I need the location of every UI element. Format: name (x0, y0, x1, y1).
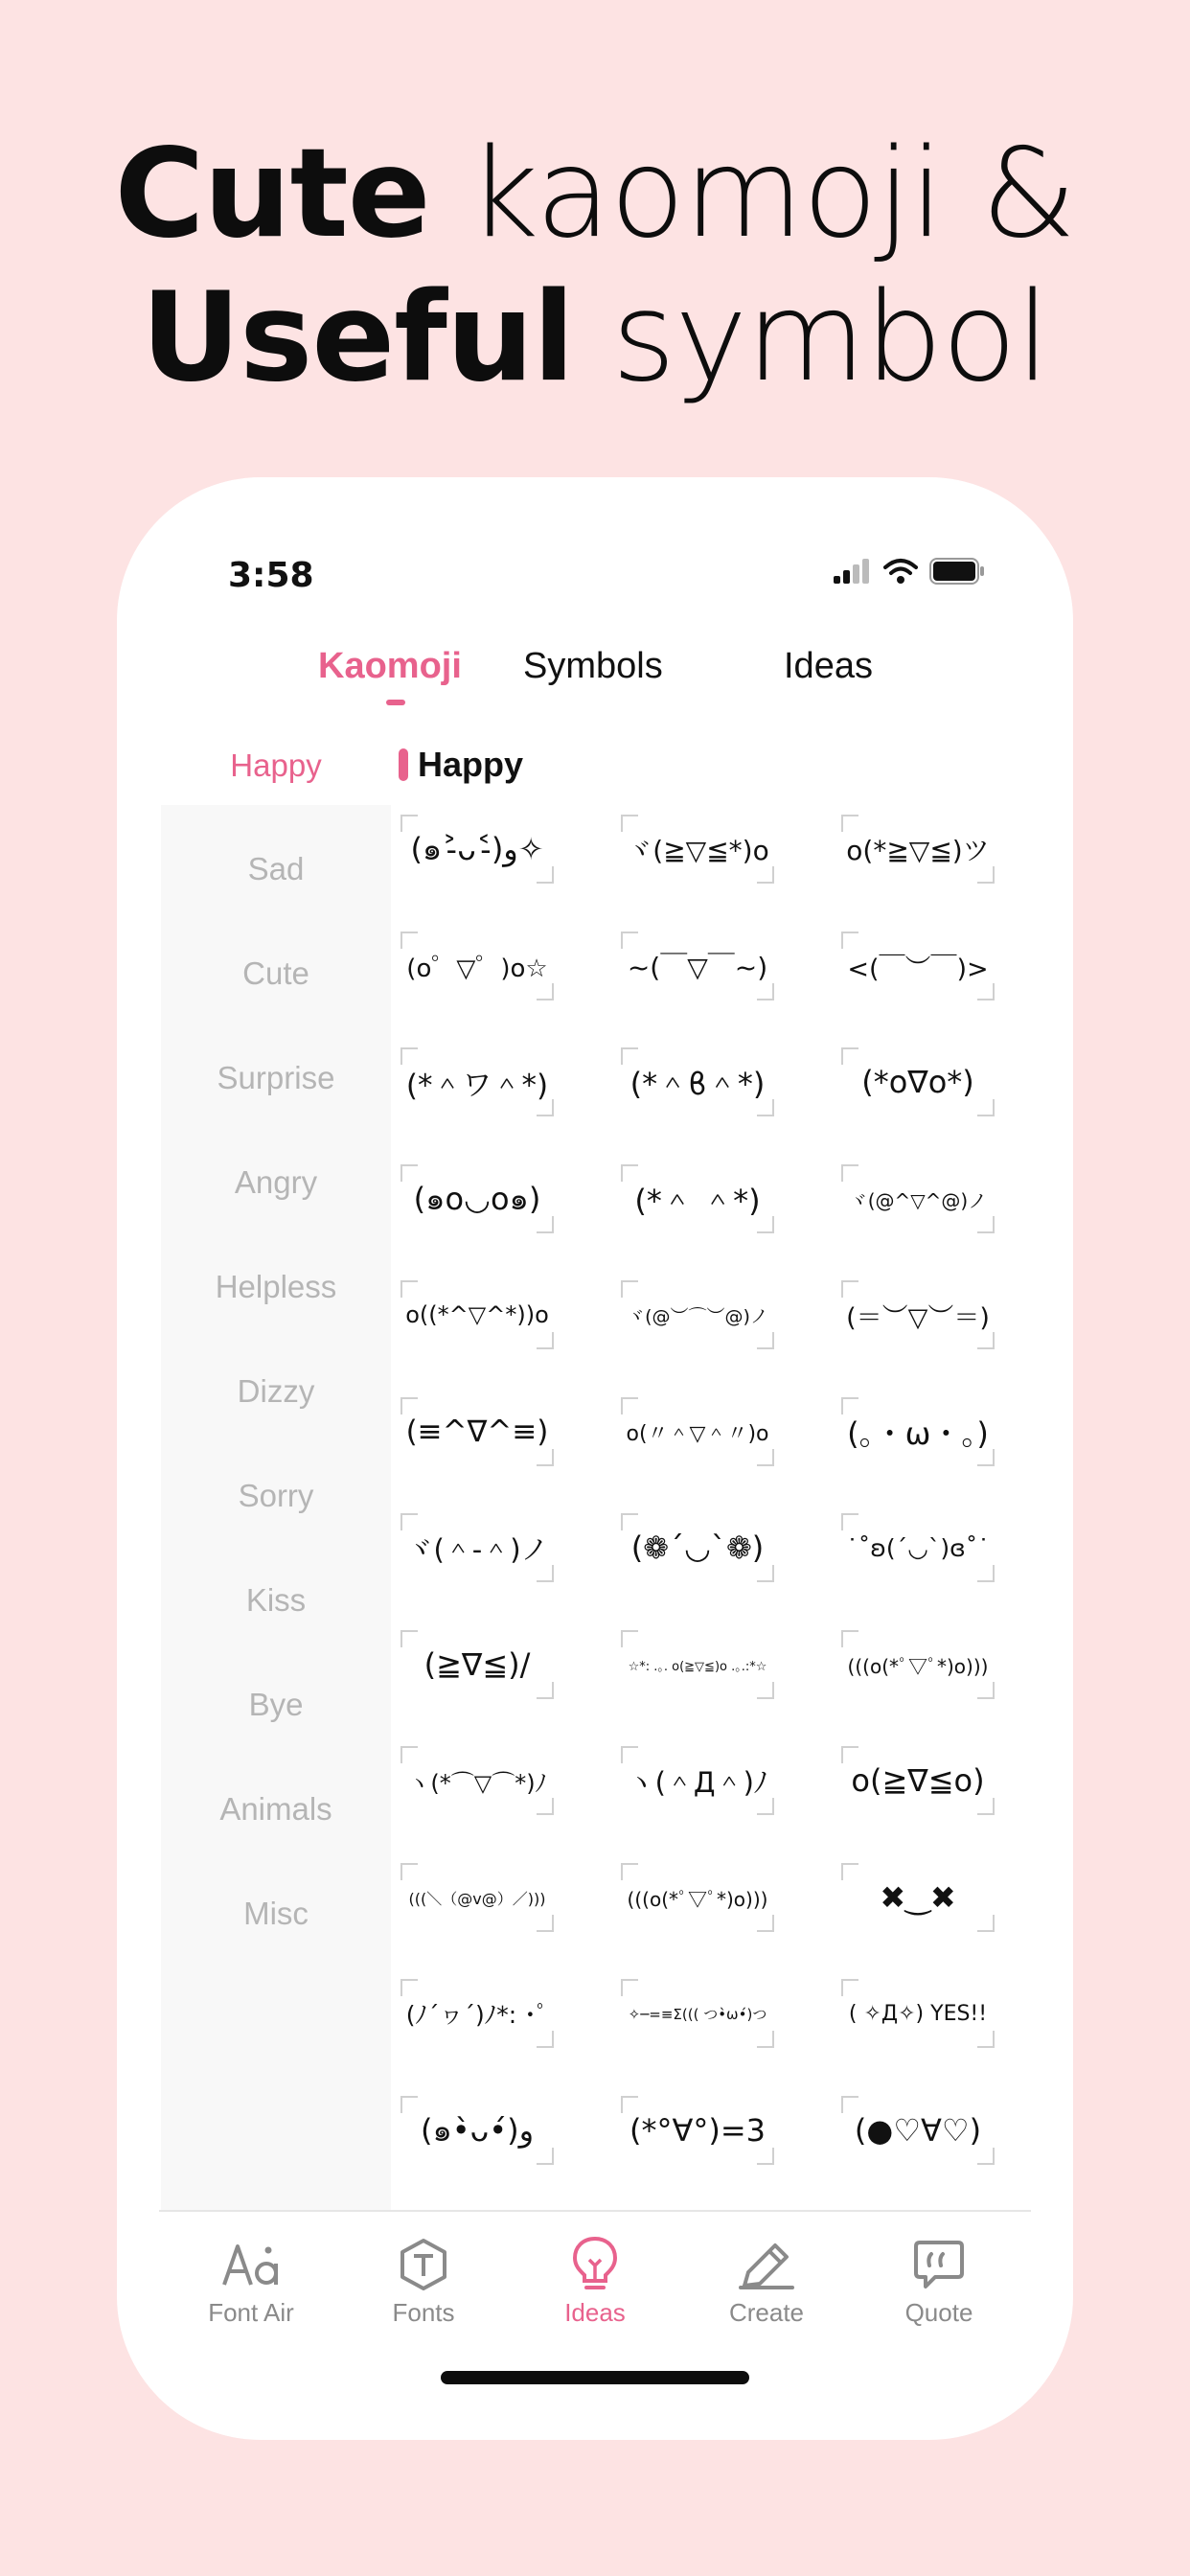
phone-frame (117, 477, 1073, 2440)
cell-corner (757, 1915, 774, 1932)
kaomoji-item[interactable] (400, 1630, 554, 1699)
battery-icon (929, 558, 985, 585)
status-time: 3:58 (228, 556, 314, 595)
nav-font-air[interactable] (174, 2231, 328, 2328)
kaomoji-item[interactable] (400, 1047, 554, 1116)
kaomoji-item[interactable] (841, 1513, 995, 1582)
cell-corner (757, 1332, 774, 1349)
kaomoji-text: ~(￣▽￣~) (627, 952, 768, 983)
cell-corner (400, 932, 418, 949)
kaomoji-text: (≡^∇^≡) (405, 1414, 549, 1449)
cell-corner (841, 932, 858, 949)
category-misc[interactable]: Misc (243, 1896, 309, 1931)
cell-corner (400, 1630, 418, 1647)
kaomoji-item[interactable] (400, 1863, 554, 1932)
kaomoji-item[interactable] (400, 2096, 554, 2165)
kaomoji-item[interactable] (621, 1280, 774, 1349)
cell-corner (977, 1332, 995, 1349)
top-tabs (117, 646, 1073, 713)
kaomoji-item[interactable] (841, 932, 995, 1000)
kaomoji-item[interactable] (841, 1863, 995, 1932)
kaomoji-item[interactable] (841, 1397, 995, 1466)
kaomoji-text: (((o(*ﾟ▽ﾟ*)o))) (847, 1654, 989, 1678)
kaomoji-item[interactable] (841, 2096, 995, 2165)
category-sorry[interactable]: Sorry (238, 1478, 314, 1513)
headline-light-2: symbol (573, 266, 1049, 409)
cell-corner (537, 1915, 554, 1932)
cell-corner (841, 1513, 858, 1530)
category-sidebar (161, 805, 391, 2212)
kaomoji-text: (๑˃̵ᴗ˂̵)و✧ (410, 830, 544, 867)
cell-corner (400, 2096, 418, 2113)
kaomoji-text: ヽ(＾Д＾)ﾉ (627, 1765, 768, 1799)
kaomoji-item[interactable] (841, 1280, 995, 1349)
cell-corner (841, 1863, 858, 1880)
section-accent-bar (399, 748, 408, 781)
kaomoji-item[interactable] (400, 1280, 554, 1349)
kaomoji-text: ヾ(@︶⌒︶@)ノ (627, 1305, 768, 1327)
cell-corner (757, 2148, 774, 2165)
pen-create-icon (737, 2238, 796, 2291)
cell-corner (621, 1979, 638, 1996)
kaomoji-text: o(*≧▽≦)ツ (846, 835, 990, 866)
section-title: Happy (418, 745, 524, 784)
cell-corner (757, 866, 774, 884)
kaomoji-item[interactable] (841, 815, 995, 884)
kaomoji-text: (((＼（@v@）／))) (408, 1889, 546, 1908)
cell-corner (841, 1630, 858, 1647)
cell-corner (841, 1280, 858, 1298)
cell-corner (977, 866, 995, 884)
cell-corner (977, 1915, 995, 1932)
cell-corner (537, 1798, 554, 1815)
cell-corner (621, 1863, 638, 1880)
category-dizzy[interactable]: Dizzy (237, 1373, 315, 1409)
kaomoji-item[interactable] (621, 815, 774, 884)
category-bye[interactable]: Bye (248, 1687, 304, 1722)
kaomoji-item[interactable] (400, 1397, 554, 1466)
cell-corner (757, 983, 774, 1000)
cell-corner (400, 1397, 418, 1414)
kaomoji-text: ヾ(≧▽≦*)o (626, 835, 769, 866)
cell-corner (977, 1099, 995, 1116)
kaomoji-text: (*＾ ＾*) (634, 1183, 761, 1219)
fonts-icon (397, 2238, 450, 2291)
kaomoji-item[interactable] (400, 932, 554, 1000)
headline (0, 123, 1190, 410)
cell-corner (537, 1565, 554, 1582)
tab-symbols[interactable]: Symbols (523, 646, 663, 686)
tab-ideas[interactable]: Ideas (784, 646, 873, 686)
kaomoji-text: ☆*: .｡. o(≧▽≦)o .｡.:*☆ (628, 1659, 767, 1674)
kaomoji-grid (400, 815, 1052, 2212)
active-tab-indicator (386, 700, 405, 705)
category-happy[interactable]: Happy (230, 748, 322, 783)
cell-corner (977, 983, 995, 1000)
cell-corner (841, 2096, 858, 2113)
cell-corner (537, 2031, 554, 2048)
kaomoji-text: ✖‿✖ (880, 1879, 956, 1916)
cell-corner (757, 1682, 774, 1699)
kaomoji-text: ✧─=≡Σ((( つ•̀ω•́)つ (628, 2005, 767, 2023)
kaomoji-item[interactable] (841, 1630, 995, 1699)
kaomoji-text: (。・ω・。) (847, 1415, 989, 1452)
cell-corner (400, 1979, 418, 1996)
kaomoji-text: (❁´◡`❁) (630, 1530, 765, 1566)
cell-corner (400, 1280, 418, 1298)
cell-corner (841, 1746, 858, 1763)
status-bar (117, 477, 1073, 595)
kaomoji-text: (＝︶▽︶＝) (846, 1302, 990, 1333)
kaomoji-item[interactable] (621, 1746, 774, 1815)
kaomoji-item[interactable] (621, 1397, 774, 1466)
kaomoji-text: (((o(*ﾟ▽ﾟ*)o))) (627, 1887, 768, 1911)
section-header (399, 744, 523, 786)
kaomoji-text: ( ✧Д✧) YES!! (848, 2001, 988, 2026)
nav-ideas[interactable] (518, 2231, 672, 2328)
cell-corner (757, 2031, 774, 2048)
kaomoji-item[interactable] (841, 1746, 995, 1815)
nav-create[interactable] (690, 2231, 843, 2328)
font-air-icon (220, 2241, 282, 2288)
kaomoji-text: <(￣︶￣)> (847, 954, 989, 984)
cell-corner (977, 1216, 995, 1233)
kaomoji-text: ヾ(＾-＾)ノ (405, 1532, 549, 1566)
headline-light-1: kaomoji & (429, 123, 1076, 265)
cell-corner (977, 2031, 995, 2048)
kaomoji-item[interactable] (621, 1513, 774, 1582)
kaomoji-item[interactable] (841, 1979, 995, 2048)
nav-quote[interactable] (862, 2231, 1016, 2328)
kaomoji-text: o(≧∇≦o) (851, 1762, 985, 1799)
cell-corner (977, 1682, 995, 1699)
cell-corner (621, 1397, 638, 1414)
kaomoji-item[interactable] (621, 1979, 774, 2048)
cell-corner (621, 1513, 638, 1530)
kaomoji-text: ˙˚ʚ(´◡`)ɞ˚˙ (846, 1533, 990, 1562)
cell-corner (537, 1682, 554, 1699)
kaomoji-item[interactable] (621, 932, 774, 1000)
cell-corner (400, 1746, 418, 1763)
tab-kaomoji[interactable]: Kaomoji (318, 646, 462, 686)
category-sad[interactable]: Sad (247, 851, 305, 886)
kaomoji-item[interactable] (841, 1164, 995, 1233)
nav-label: Font Air (208, 2298, 294, 2327)
kaomoji-text: ヽ(*⌒▽⌒*)ﾉ (407, 1769, 547, 1797)
status-icons (834, 558, 985, 585)
nav-label: Ideas (564, 2298, 626, 2327)
kaomoji-item[interactable] (621, 1164, 774, 1233)
cell-corner (621, 1280, 638, 1298)
kaomoji-item[interactable] (621, 1863, 774, 1932)
wifi-icon (883, 558, 918, 585)
nav-label: Create (728, 2298, 805, 2327)
headline-line-1 (0, 123, 1190, 266)
headline-line-2 (0, 266, 1190, 410)
kaomoji-text: (≧∇≦)/ (423, 1646, 531, 1683)
kaomoji-item[interactable] (621, 2096, 774, 2165)
cell-corner (977, 1798, 995, 1815)
category-helpless[interactable]: Helpless (215, 1269, 337, 1304)
kaomoji-item[interactable] (400, 1746, 554, 1815)
cell-corner (841, 1047, 858, 1065)
kaomoji-text: o((*^▽^*))o (405, 1301, 549, 1328)
kaomoji-text: (๑o◡o๑) (413, 1180, 541, 1217)
cell-corner (537, 1449, 554, 1466)
cell-corner (537, 1332, 554, 1349)
kaomoji-item[interactable] (400, 1979, 554, 2048)
kaomoji-text: (*＾ワ＾*) (405, 1068, 549, 1103)
cell-corner (757, 1449, 774, 1466)
kaomoji-text: (o゜▽゜)o☆ (406, 954, 548, 983)
category-surprise[interactable]: Surprise (217, 1060, 335, 1095)
category-cute[interactable]: Cute (242, 955, 309, 991)
cellular-signal-icon (834, 559, 872, 584)
kaomoji-text: o(〃＾▽＾〃)o (626, 1421, 769, 1446)
cell-corner (757, 1565, 774, 1582)
kaomoji-item[interactable] (400, 1164, 554, 1233)
nav-label: Fonts (392, 2298, 455, 2327)
kaomoji-item[interactable] (400, 815, 554, 884)
cell-corner (977, 2148, 995, 2165)
nav-fonts[interactable] (347, 2231, 500, 2328)
kaomoji-item[interactable] (841, 1047, 995, 1116)
nav-label: Quote (904, 2298, 973, 2327)
kaomoji-text: (*＾ϐ＾*) (629, 1066, 766, 1102)
cell-corner (400, 1863, 418, 1880)
kaomoji-text: (๑•̀ᴗ•́)و (420, 2111, 535, 2149)
cell-corner (621, 2096, 638, 2113)
category-animals[interactable]: Animals (219, 1791, 332, 1827)
cell-corner (757, 1798, 774, 1815)
category-angry[interactable]: Angry (234, 1164, 318, 1200)
headline-bold-2: Useful (141, 266, 574, 409)
kaomoji-item[interactable] (621, 1630, 774, 1699)
cell-corner (537, 983, 554, 1000)
kaomoji-text: (*o∇o*) (861, 1064, 974, 1100)
kaomoji-text: ヾ(@^▽^@)ノ (848, 1188, 988, 1212)
home-indicator (441, 2371, 749, 2384)
kaomoji-item[interactable] (621, 1047, 774, 1116)
category-kiss[interactable]: Kiss (245, 1582, 307, 1618)
cell-corner (841, 1164, 858, 1182)
cell-corner (841, 1979, 858, 1996)
kaomoji-text: (●♡∀♡) (854, 2112, 982, 2149)
bottom-nav (159, 2210, 1031, 2334)
cell-corner (977, 1565, 995, 1582)
headline-bold-1: Cute (114, 123, 430, 265)
quote-icon (912, 2239, 966, 2290)
cell-corner (537, 2148, 554, 2165)
kaomoji-text: (ﾉ´ヮ´)ﾉ*: ･ﾟ (405, 2001, 549, 2029)
lightbulb-icon (571, 2236, 619, 2293)
cell-corner (621, 1630, 638, 1647)
kaomoji-item[interactable] (400, 1513, 554, 1582)
kaomoji-text: (*°∀°)=3 (629, 2112, 767, 2149)
